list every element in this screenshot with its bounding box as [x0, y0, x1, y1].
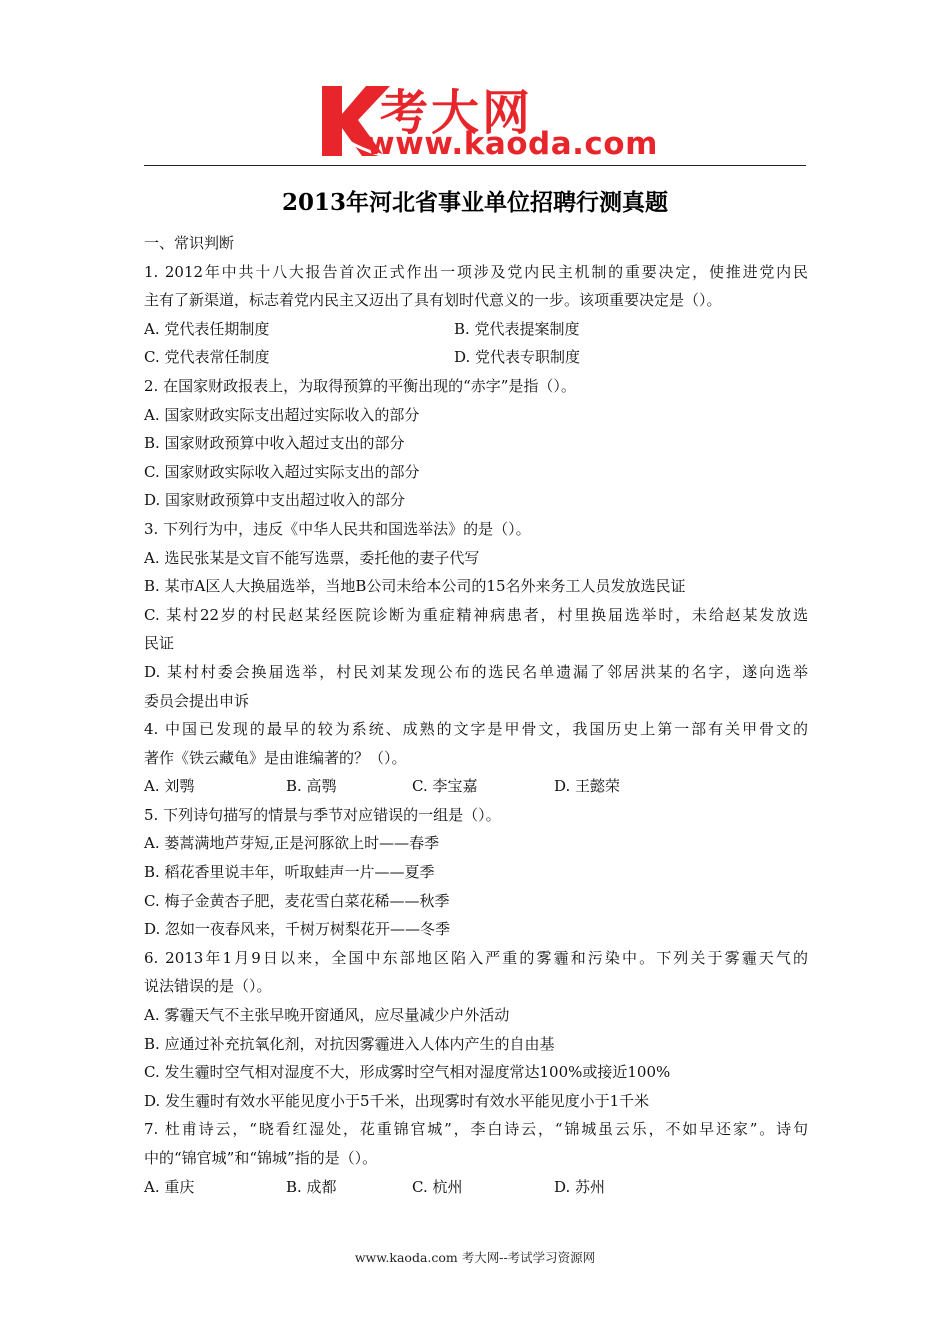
question-3-option-d-line-1: D. 某村村委会换届选举，村民刘某发现公布的选民名单遗漏了邻居洪某的名字，遂向选举 [144, 662, 808, 681]
question-6-option-b: B. 应通过补充抗氧化剂，对抗因雾霾进入人体内产生的自由基 [144, 1034, 555, 1053]
question-5-option-a: A. 蒌蒿满地芦芽短,正是河豚欲上时——春季 [144, 834, 440, 853]
option-c: C. 李宝嘉 [412, 777, 478, 796]
option-c: C. 党代表常任制度 [144, 348, 270, 367]
option-b: B. 党代表提案制度 [454, 319, 580, 338]
question-4-line-2: 著作《铁云藏龟》是由谁编著的？（）。 [144, 748, 407, 767]
option-a: A. 党代表任期制度 [144, 319, 270, 338]
option-d: D. 党代表专职制度 [454, 348, 581, 367]
question-4-options [144, 772, 808, 801]
question-2-line-1: 2. 在国家财政报表上，为取得预算的平衡出现的“赤字”是指（）。 [144, 376, 576, 395]
question-6-option-d: D. 发生霾时有效水平能见度小于5千米，出现雾时有效水平能见度小于1千米 [144, 1091, 650, 1110]
question-3-line-1: 3. 下列行为中，违反《中华人民共和国选举法》的是（）。 [144, 519, 531, 538]
question-1-options-row-1 [144, 315, 808, 344]
question-2-option-b: B. 国家财政预算中收入超过支出的部分 [144, 434, 405, 453]
question-3-option-a: A. 选民张某是文盲不能写选票，委托他的妻子代写 [144, 548, 480, 567]
question-6-option-a: A. 雾霾天气不主张早晚开窗通风，应尽量减少户外活动 [144, 1006, 510, 1025]
question-3-option-d-line-2: 委员会提出申诉 [144, 691, 250, 710]
kaoda-logo [318, 80, 658, 162]
question-1-line-2: 主有了新渠道，标志着党内民主又迈出了具有划时代意义的一步。该项重要决定是（）。 [144, 291, 722, 310]
question-1-options-row-2 [144, 343, 808, 372]
option-a: A. 刘鹗 [144, 777, 195, 796]
logo-url: www.kaoda.com [366, 126, 658, 162]
question-2-option-d: D. 国家财政预算中支出超过收入的部分 [144, 491, 406, 510]
question-5-option-b: B. 稻花香里说丰年，听取蛙声一片——夏季 [144, 863, 435, 882]
section-heading: 一、常识判断 [144, 234, 235, 252]
question-3-option-b: B. 某市A区人大换届选举，当地B公司未给本公司的15名外来务工人员发放选民证 [144, 577, 686, 596]
question-5-option-d: D. 忽如一夜春风来，千树万树梨花开——冬季 [144, 920, 451, 939]
question-6-line-2: 说法错误的是（）。 [144, 977, 272, 996]
question-4-line-1: 4. 中国已发现的最早的较为系统、成熟的文字是甲骨文，我国历史上第一部有关甲骨文的 [144, 720, 808, 739]
page-footer: www.kaoda.com 考大网--考试学习资源网 [354, 1250, 596, 1265]
question-1-line-1: 1. 2012年中共十八大报告首次正式作出一项涉及党内民主机制的重要决定，使推进党内民 [144, 262, 808, 281]
question-7-line-2: 中的“锦官城”和“锦城”指的是（）。 [144, 1149, 378, 1167]
document-title: 2013年河北省事业单位招聘行测真题 [281, 189, 668, 216]
question-6-option-c: C. 发生霾时空气相对湿度不大，形成雾时空气相对湿度常达100%或接近100% [144, 1063, 671, 1082]
header-divider [144, 165, 806, 166]
question-3-option-c-line-1: C. 某村22岁的村民赵某经医院诊断为重症精神病患者，村里换届选举时，未给赵某发放选 [144, 605, 808, 624]
question-2-option-a: A. 国家财政实际支出超过实际收入的部分 [144, 405, 420, 424]
option-d: D. 苏州 [554, 1177, 606, 1196]
option-b: B. 高鹗 [286, 777, 337, 796]
option-b: B. 成都 [286, 1177, 337, 1196]
question-2-option-c: C. 国家财政实际收入超过实际支出的部分 [144, 462, 420, 481]
option-d: D. 王懿荣 [554, 777, 621, 796]
question-7-line-1: 7. 杜甫诗云，“晓看红湿处，花重锦官城”，李白诗云，“锦城虽云乐，不如早还家”。诗句 [144, 1120, 808, 1139]
question-5-option-c: C. 梅子金黄杏子肥，麦花雪白菜花稀——秋季 [144, 891, 450, 910]
question-6-line-1: 6. 2013年1月9日以来，全国中东部地区陷入严重的雾霾和污染中。下列关于雾霾天气的 [144, 948, 808, 967]
option-a: A. 重庆 [144, 1177, 195, 1196]
option-c: C. 杭州 [412, 1177, 463, 1196]
logo-chinese-name: 考大网 [380, 85, 534, 141]
question-7-options [144, 1173, 808, 1202]
question-3-option-c-line-2: 民证 [144, 634, 175, 653]
question-5-line-1: 5. 下列诗句描写的情景与季节对应错误的一组是（）。 [144, 805, 501, 824]
document-body [144, 229, 808, 1201]
